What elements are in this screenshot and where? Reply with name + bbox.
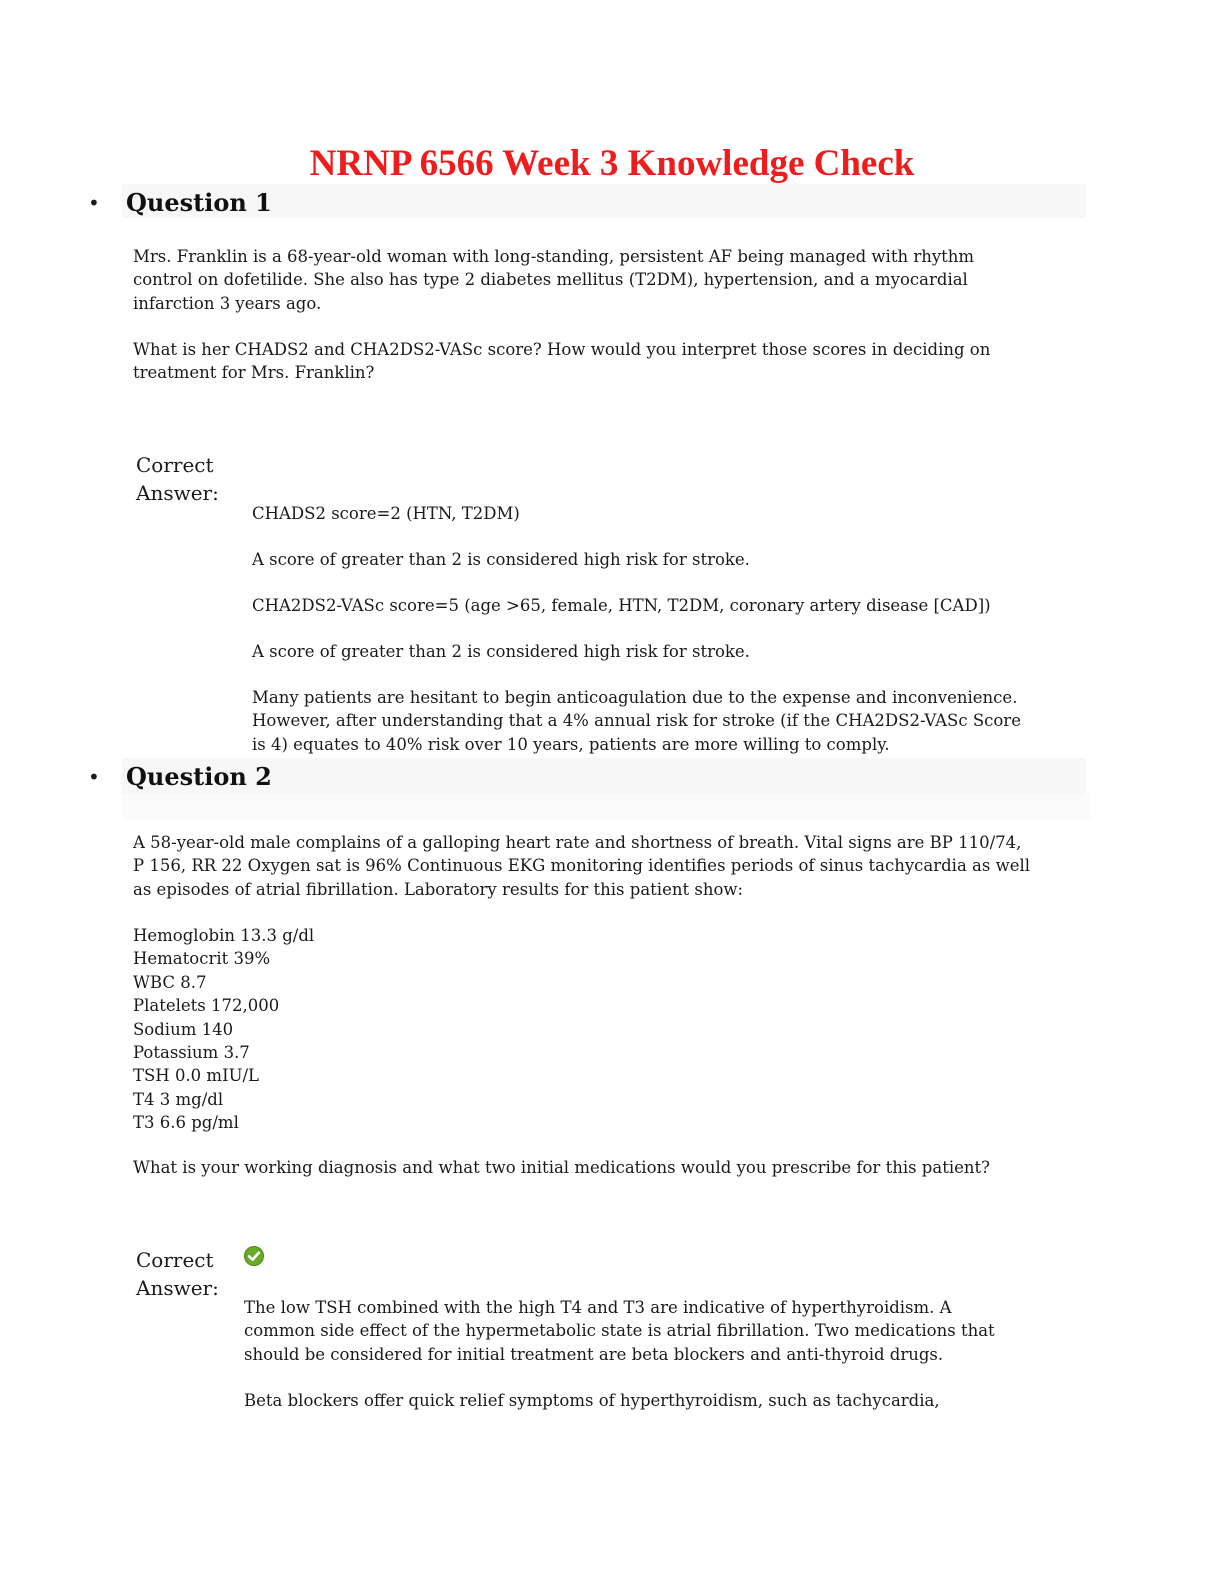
question-1-header	[88, 188, 272, 218]
text-line: Mrs. Franklin is a 68-year-old woman with long-standing, persistent AF being managed with rhythm	[133, 247, 975, 266]
question-1-answer-label	[136, 451, 219, 507]
answer-label-line: Correct	[136, 1248, 214, 1272]
question-2-label: Question 2	[126, 762, 272, 791]
answer-paragraph	[244, 1389, 1064, 1412]
lab-result-item: T3 6.6 pg/ml	[133, 1113, 239, 1133]
lab-result-item: Hemoglobin 13.3 g/dl	[133, 926, 315, 945]
bullet-icon: •	[88, 191, 100, 215]
answer-label-line: Answer:	[136, 481, 219, 505]
lab-result-item: T4 3 mg/dl	[133, 1089, 224, 1109]
text-line: control on dofetilide. She also has type 2 diabetes mellitus (T2DM), hypertension, and a myocardial	[133, 270, 968, 290]
text-line: What is her CHADS2 and CHA2DS2-VASc score? How would you interpret those scores in deciding on	[133, 340, 991, 359]
lab-result-item: Platelets 172,000	[133, 996, 280, 1016]
lab-result-item: Potassium 3.7	[133, 1043, 250, 1063]
question-1-answer	[252, 502, 1072, 756]
question-1-scenario	[133, 245, 974, 315]
answer-paragraph: CHA2DS2-VASc score=5 (age >65, female, HTN, T2DM, coronary artery disease [CAD])	[252, 596, 991, 615]
check-circle-icon	[244, 1246, 264, 1266]
question-2-scenario	[133, 831, 1030, 901]
text-line: A 58-year-old male complains of a galloping heart rate and shortness of breath. Vital signs are BP 110/74,	[133, 833, 1022, 852]
answer-paragraph: A score of greater than 2 is considered high risk for stroke.	[252, 642, 750, 661]
answer-paragraph	[252, 686, 1072, 756]
lab-results-list	[133, 924, 314, 1135]
answer-paragraph: A score of greater than 2 is considered high risk for stroke.	[252, 550, 750, 569]
question-1-label: Question 1	[126, 188, 272, 217]
text-line: Many patients are hesitant to begin anticoagulation due to the expense and inconvenience.	[252, 688, 1018, 707]
document-title: NRNP 6566 Week 3 Knowledge Check	[309, 143, 915, 184]
question-1-prompt	[133, 338, 990, 385]
text-line: Beta blockers offer quick relief symptoms of hyperthyroidism, such as tachycardia,	[244, 1390, 940, 1410]
lab-result-item: WBC 8.7	[133, 972, 207, 992]
lab-result-item: TSH 0.0 mIU/L	[133, 1066, 260, 1086]
answer-label-line: Correct	[136, 453, 214, 477]
question-2-prompt: What is your working diagnosis and what two initial medications would you prescribe for this patient?	[133, 1158, 990, 1177]
text-line: common side effect of the hypermetabolic state is atrial fibrillation. Two medications that	[244, 1321, 995, 1341]
question-2-header-band-lower	[122, 794, 1090, 820]
lab-result-item: Hematocrit 39%	[133, 949, 271, 969]
question-2-answer-label	[136, 1246, 219, 1302]
text-line: should be considered for initial treatment are beta blockers and anti-thyroid drugs.	[244, 1344, 944, 1364]
text-line: as episodes of atrial fibrillation. Laboratory results for this patient show:	[133, 879, 744, 899]
answer-paragraph: CHADS2 score=2 (HTN, T2DM)	[252, 504, 520, 523]
text-line: treatment for Mrs. Franklin?	[133, 363, 375, 383]
answer-label-line: Answer:	[136, 1276, 219, 1300]
question-2-answer	[244, 1296, 1064, 1412]
question-2-header	[88, 762, 272, 792]
text-line: The low TSH combined with the high T4 and T3 are indicative of hyperthyroidism. A	[244, 1298, 952, 1317]
answer-paragraph	[244, 1296, 1064, 1366]
text-line: However, after understanding that a 4% annual risk for stroke (if the CHA2DS2-VASc Score	[252, 711, 1021, 731]
lab-result-item: Sodium 140	[133, 1019, 234, 1039]
text-line: is 4) equates to 40% risk over 10 years, patients are more willing to comply.	[252, 734, 890, 754]
text-line: infarction 3 years ago.	[133, 293, 322, 313]
text-line: P 156, RR 22 Oxygen sat is 96% Continuous EKG monitoring identifies periods of sinus tachycardia as well	[133, 856, 1031, 876]
bullet-icon: •	[88, 765, 100, 789]
